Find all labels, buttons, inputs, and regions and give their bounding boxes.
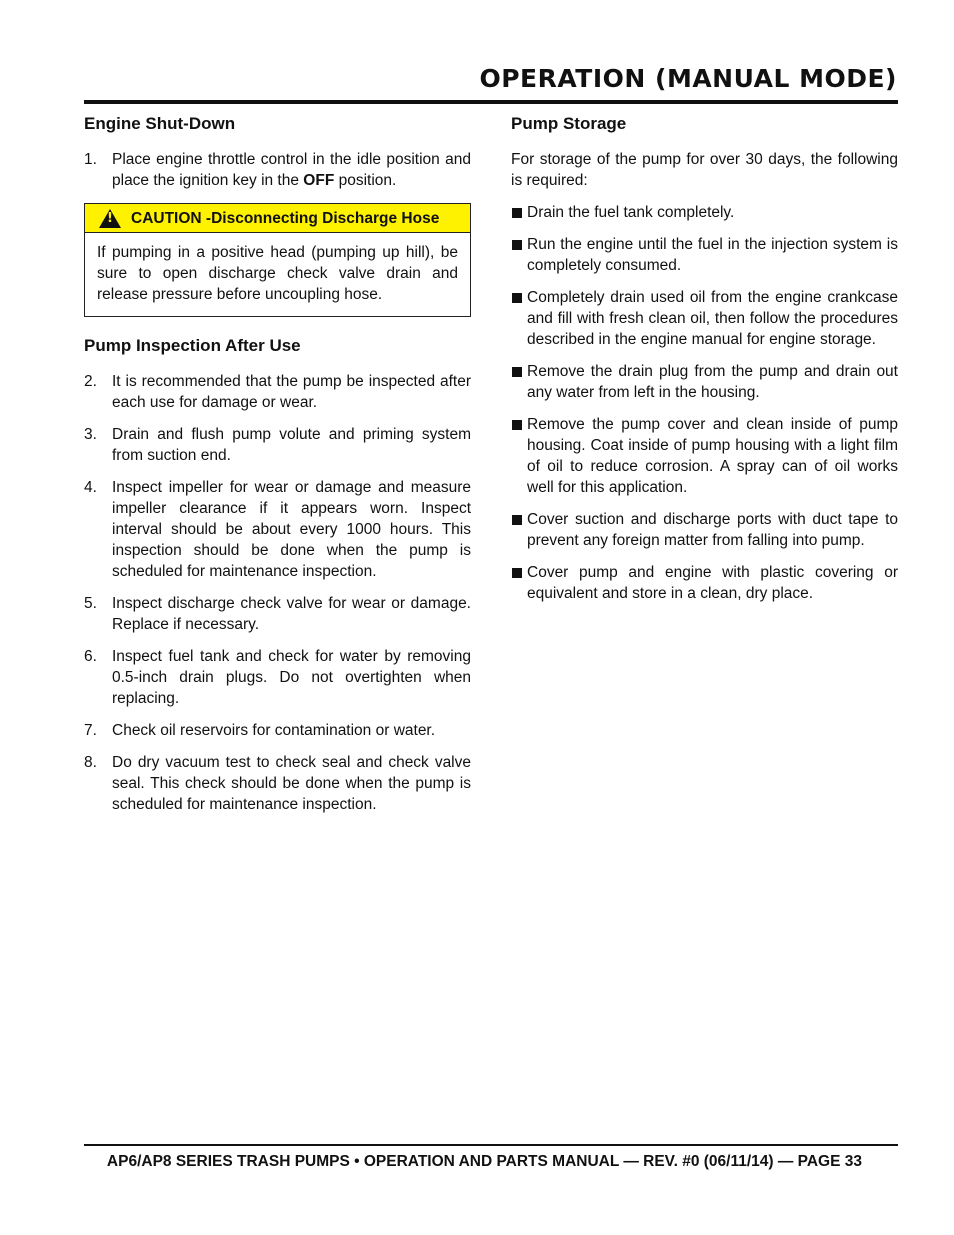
- square-bullet-icon: [511, 414, 527, 498]
- caution-box: [84, 203, 471, 317]
- caution-title: CAUTION -Disconnecting Discharge Hose: [131, 209, 440, 227]
- inspection-list: [84, 371, 471, 815]
- pump-storage-heading: Pump Storage: [511, 114, 627, 133]
- square-bullet-icon: [511, 361, 527, 403]
- page-title: OPERATION (MANUAL MODE): [479, 64, 897, 93]
- bullet-text: Remove the pump cover and clean inside of pump housing. Coat inside of pump housing with a light film of oil to reduce corrosion. A spray can of oil works well for this application.: [527, 416, 898, 496]
- footer-text: AP6/AP8 SERIES TRASH PUMPS • OPERATION AND PARTS MANUAL — REV. #0 (06/11/14) — PAGE 33: [106, 1153, 862, 1170]
- item-text: Check oil reservoirs for contamination or water.: [112, 722, 436, 739]
- warning-triangle-icon: [99, 209, 121, 228]
- caution-body: If pumping in a positive head (pumping up hill), be sure to open discharge check valve drain and release pressure before uncoupling hose.: [97, 244, 458, 303]
- bullet-item: [511, 202, 898, 223]
- bullet-item: [511, 414, 898, 498]
- bullet-item: [511, 287, 898, 350]
- list-item: [84, 477, 471, 582]
- list-item: [84, 424, 471, 466]
- square-bullet-icon: [511, 562, 527, 604]
- bullet-text: Completely drain used oil from the engine crankcase and fill with fresh clean oil, then follow the procedures described in the engine manual for engine storage.: [527, 289, 898, 348]
- list-item: [84, 720, 471, 741]
- item-number: 7.: [84, 722, 97, 739]
- pump-inspection-heading: Pump Inspection After Use: [84, 336, 301, 355]
- item-number: 5.: [84, 595, 97, 612]
- bullet-text: Remove the drain plug from the pump and drain out any water from left in the housing.: [527, 363, 898, 401]
- item-text: Inspect discharge check valve for wear or damage. Replace if necessary.: [112, 595, 471, 633]
- item-number: 4.: [84, 479, 97, 496]
- engine-shutdown-heading: Engine Shut-Down: [84, 114, 236, 133]
- bullet-text: Run the engine until the fuel in the injection system is completely consumed.: [527, 236, 898, 274]
- item-text: Inspect fuel tank and check for water by removing 0.5-inch drain plugs. Do not overtighten when replacing.: [112, 648, 471, 707]
- storage-list: [511, 202, 898, 604]
- item-text: Place engine throttle control in the idle position and place the ignition key in the OFF position.: [112, 151, 471, 189]
- square-bullet-icon: [511, 234, 527, 276]
- title-divider: [84, 100, 898, 104]
- bullet-text: Cover pump and engine with plastic covering or equivalent and store in a clean, dry place.: [527, 564, 898, 602]
- off-keyword: OFF: [303, 172, 335, 189]
- storage-intro: For storage of the pump for over 30 days, the following is required:: [511, 151, 898, 189]
- item-number: 6.: [84, 648, 97, 665]
- item-text: Do dry vacuum test to check seal and check valve seal. This check should be done when the pump is scheduled for maintenance inspection.: [112, 754, 471, 813]
- item-number: 2.: [84, 373, 97, 390]
- right-column: [511, 112, 898, 604]
- bullet-item: [511, 562, 898, 604]
- bullet-text: Cover suction and discharge ports with duct tape to prevent any foreign matter from falling into pump.: [527, 511, 898, 549]
- item-text: It is recommended that the pump be inspected after each use for damage or wear.: [112, 373, 471, 411]
- bullet-item: [511, 361, 898, 403]
- item-text: Inspect impeller for wear or damage and measure impeller clearance if it appears worn. Inspect interval should be about every 1000 hours. This inspection should be done when the pump is scheduled for maintenance inspection.: [112, 479, 471, 580]
- bullet-text: Drain the fuel tank completely.: [527, 204, 735, 221]
- bullet-item: [511, 234, 898, 276]
- item-number: 1.: [84, 151, 97, 168]
- caution-header: [85, 204, 470, 233]
- list-item: [84, 371, 471, 413]
- list-item: [84, 646, 471, 709]
- list-item: [84, 752, 471, 815]
- square-bullet-icon: [511, 509, 527, 551]
- list-item: [84, 593, 471, 635]
- footer-divider: [84, 1144, 898, 1146]
- square-bullet-icon: [511, 202, 527, 223]
- square-bullet-icon: [511, 287, 527, 350]
- item-number: 3.: [84, 426, 97, 443]
- item-text: Drain and flush pump volute and priming system from suction end.: [112, 426, 471, 464]
- item-number: 8.: [84, 754, 97, 771]
- list-item: [84, 149, 471, 191]
- left-column: [84, 112, 471, 815]
- bullet-item: [511, 509, 898, 551]
